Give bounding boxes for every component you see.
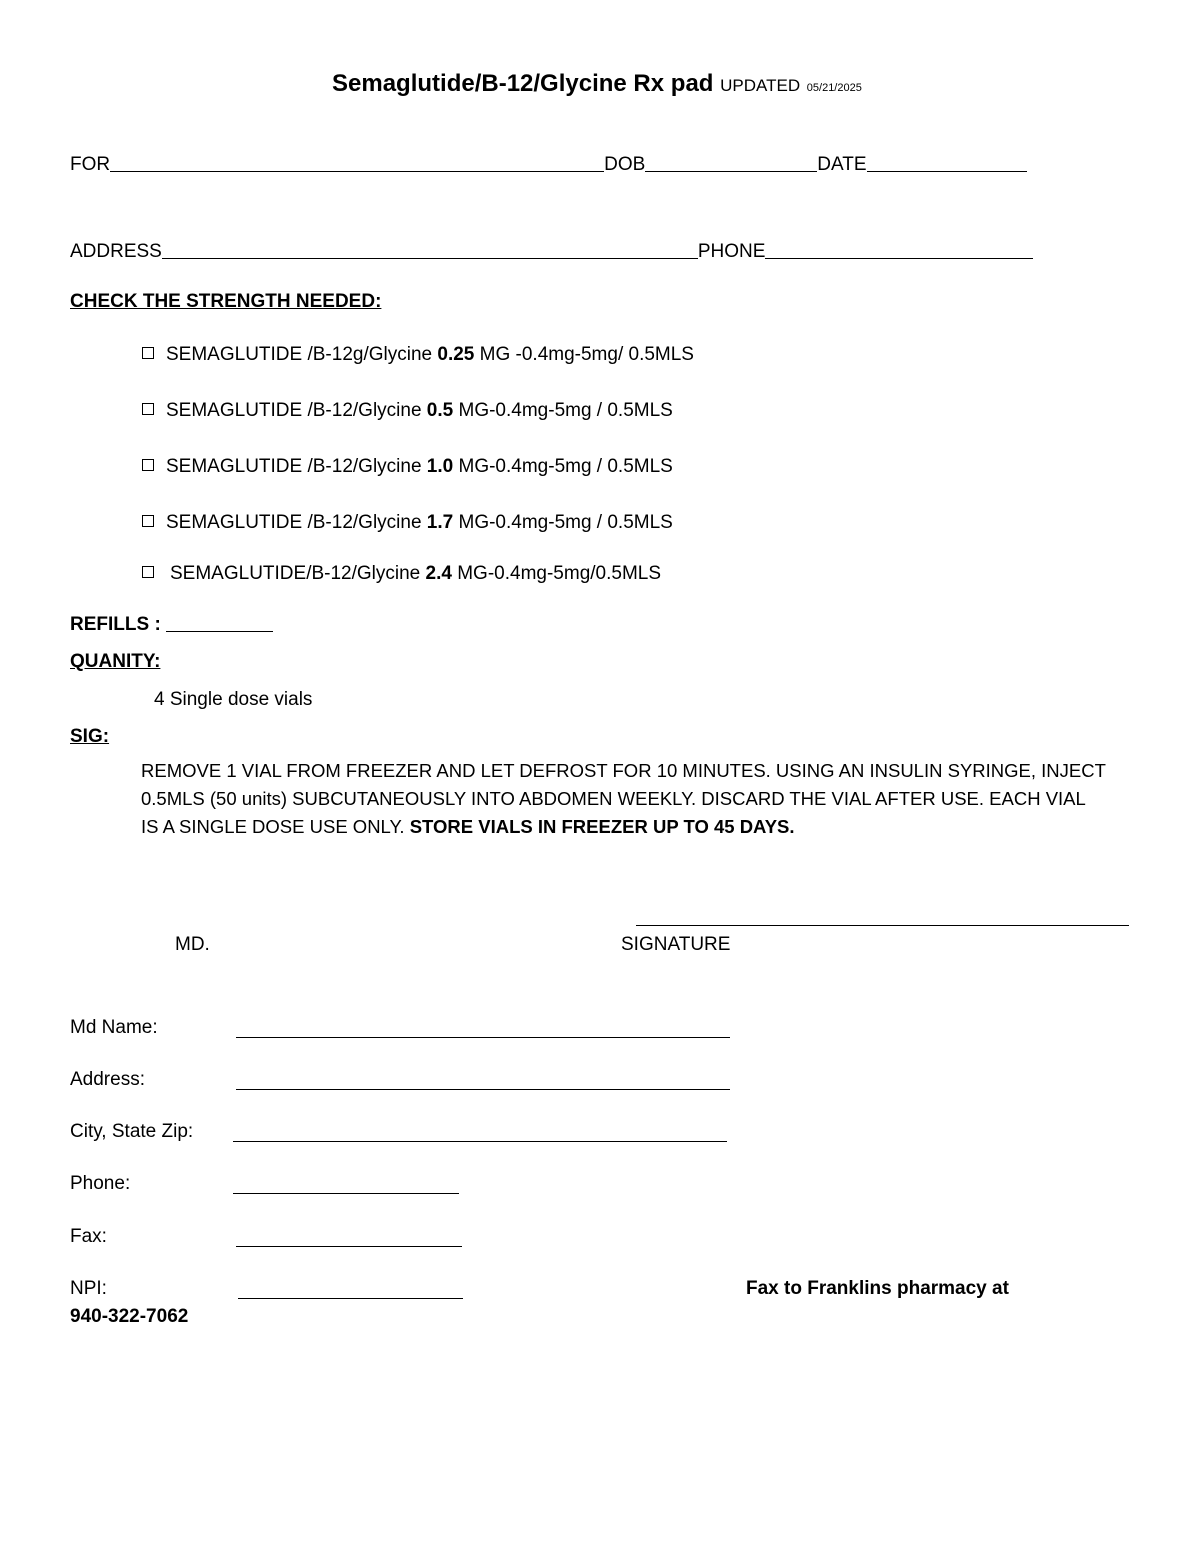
npi-label: NPI:	[70, 1278, 107, 1299]
quantity-heading: QUANITY:	[70, 651, 161, 672]
fax-number: 940-322-7062	[70, 1306, 189, 1327]
strength-option[interactable]	[142, 400, 673, 422]
option-suffix: MG-0.4mg-5mg / 0.5MLS	[453, 456, 673, 477]
prescriber-address-label: Address:	[70, 1069, 145, 1090]
option-dose: 0.25	[437, 344, 475, 365]
strength-option[interactable]	[142, 456, 673, 478]
date-field[interactable]	[867, 154, 1027, 172]
patient-row-1	[70, 154, 1027, 176]
date-label: DATE	[817, 154, 867, 175]
md-name-label: Md Name:	[70, 1017, 158, 1038]
md-name-field[interactable]	[236, 1037, 730, 1038]
option-prefix: SEMAGLUTIDE /B-12g/Glycine	[166, 344, 438, 365]
strength-heading: CHECK THE STRENGTH NEEDED:	[70, 291, 382, 312]
address-label: ADDRESS	[70, 241, 162, 262]
fax-to-label: Fax to Franklins pharmacy at	[746, 1278, 1009, 1299]
option-prefix: SEMAGLUTIDE /B-12/Glycine	[166, 456, 427, 477]
option-dose: 1.0	[426, 456, 454, 477]
sig-text: REMOVE 1 VIAL FROM FREEZER AND LET DEFROST FOR 10 MINUTES. USING AN INSULIN SYRINGE, INJECT 0.5MLS (50 units) SUBCUTANEOUSLY INTO ABDOMEN WEEKLY. DISCARD THE VIAL AFTER USE. EACH VIAL IS A SINGLE DOSE USE ONLY.	[141, 760, 1106, 837]
updated-label: UPDATED	[720, 76, 801, 95]
fax-label: Fax:	[70, 1226, 107, 1247]
option-prefix: SEMAGLUTIDE /B-12/Glycine	[166, 512, 427, 533]
checkbox[interactable]	[142, 347, 154, 359]
prescriber-phone-label: Phone:	[70, 1173, 131, 1194]
patient-row-2	[70, 241, 1033, 263]
phone-field[interactable]	[765, 241, 1033, 259]
md-label: MD.	[175, 934, 210, 955]
checkbox[interactable]	[142, 566, 154, 578]
option-suffix: MG-0.4mg-5mg/0.5MLS	[451, 563, 662, 584]
option-prefix: SEMAGLUTIDE /B-12/Glycine	[166, 400, 427, 421]
city-state-zip-label: City, State Zip:	[70, 1121, 194, 1142]
dob-field[interactable]	[645, 154, 817, 172]
sig-bold-text: STORE VIALS IN FREEZER UP TO 45 DAYS.	[409, 816, 795, 837]
prescriber-phone-field[interactable]	[233, 1193, 459, 1194]
checkbox[interactable]	[142, 515, 154, 527]
option-suffix: MG -0.4mg-5mg/ 0.5MLS	[474, 344, 694, 365]
phone-label: PHONE	[697, 241, 766, 262]
refills-row	[70, 614, 273, 636]
option-prefix: SEMAGLUTIDE/B-12/Glycine	[170, 563, 426, 584]
refills-label: REFILLS :	[70, 614, 161, 635]
sig-instructions	[141, 757, 1106, 841]
title-text: Semaglutide/B-12/Glycine Rx pad	[332, 70, 714, 97]
for-field[interactable]	[110, 154, 604, 172]
strength-option[interactable]	[142, 344, 694, 366]
dob-label: DOB	[604, 154, 646, 175]
option-dose: 0.5	[426, 400, 454, 421]
prescriber-address-field[interactable]	[236, 1089, 730, 1090]
strength-option[interactable]	[142, 563, 661, 585]
checkbox[interactable]	[142, 459, 154, 471]
signature-line[interactable]	[636, 925, 1129, 926]
updated-date: 05/21/2025	[806, 82, 862, 94]
quantity-value: 4 Single dose vials	[154, 689, 313, 710]
sig-heading: SIG:	[70, 726, 110, 747]
address-field[interactable]	[162, 241, 698, 259]
checkbox[interactable]	[142, 403, 154, 415]
option-dose: 1.7	[426, 512, 454, 533]
fax-field[interactable]	[236, 1246, 462, 1247]
for-label: FOR	[70, 154, 111, 175]
strength-option[interactable]	[142, 512, 673, 534]
page-title	[332, 70, 862, 98]
city-state-zip-field[interactable]	[233, 1141, 727, 1142]
npi-field[interactable]	[238, 1298, 463, 1299]
option-dose: 2.4	[425, 563, 452, 584]
option-suffix: MG-0.4mg-5mg / 0.5MLS	[453, 512, 673, 533]
refills-field[interactable]	[166, 614, 273, 632]
option-suffix: MG-0.4mg-5mg / 0.5MLS	[453, 400, 673, 421]
signature-label: SIGNATURE	[621, 934, 731, 955]
